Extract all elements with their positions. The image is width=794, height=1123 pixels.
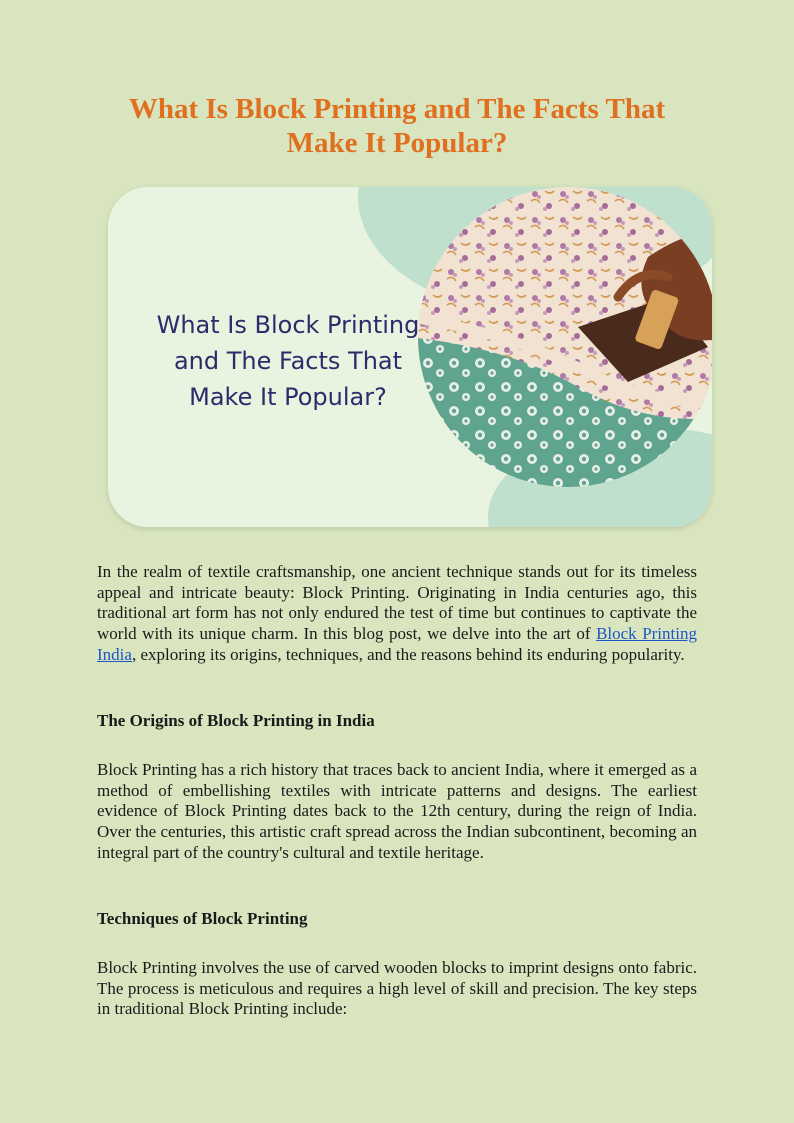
section-paragraph-techniques: Block Printing involves the use of carved wooden blocks to imprint designs onto fabric. The process is meticulous and requires a high level of skill and precision. The key steps in traditional Block Printing include: bbox=[97, 958, 697, 1019]
page-title-line-2: Make It Popular? bbox=[286, 127, 508, 159]
page-title bbox=[0, 92, 794, 160]
banner-heading-line-2: and The Facts That bbox=[173, 347, 403, 375]
hero-banner bbox=[108, 187, 712, 527]
banner-heading bbox=[128, 307, 448, 415]
block-printing-india-link[interactable]: Block Printing India bbox=[97, 624, 697, 664]
banner-heading-line-1: What Is Block Printing bbox=[156, 311, 420, 339]
page-title-line-1: What Is Block Printing and The Facts That bbox=[128, 93, 666, 125]
intro-text-end: , exploring its origins, techniques, and the reasons behind its enduring popularity. bbox=[131, 644, 685, 664]
section-heading-origins: The Origins of Block Printing in India bbox=[97, 711, 375, 730]
section-paragraph-origins: Block Printing has a rich history that traces back to ancient India, where it emerged as a method of embellishing textiles with intricate patterns and designs. The earliest evidence of Block Printing dates back to the 12th century, during the reign of India. Over the centuries, this artistic craft spread across the Indian subcontinent, becoming an integral part of the country's cultural and textile heritage. bbox=[97, 760, 697, 862]
intro-paragraph bbox=[97, 562, 697, 666]
section-heading-techniques: Techniques of Block Printing bbox=[97, 909, 308, 928]
banner-heading-line-3: Make It Popular? bbox=[189, 383, 387, 411]
intro-text-start: In the realm of textile craftsmanship, one ancient technique stands out for its timeless appeal and intricate beauty: Block Printing. Originating in India centuries ago, this traditional art form has not only endured the test of time but continues to captivate the world with its unique charm. In this blog post, we delve into the art of bbox=[97, 562, 697, 644]
